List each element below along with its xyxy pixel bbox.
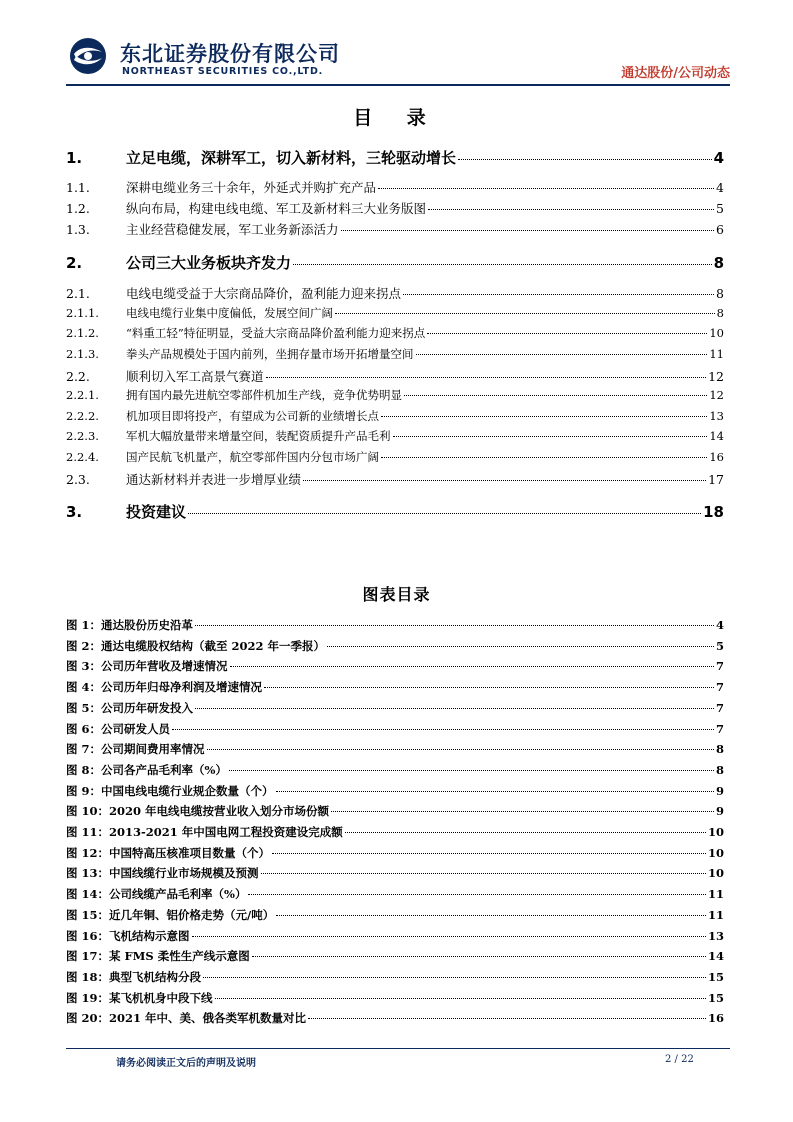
dot-leader — [276, 791, 714, 792]
company-name-cn: 东北证券股份有限公司 — [120, 42, 340, 66]
dot-leader — [381, 416, 707, 417]
toc-subsection[interactable] — [66, 470, 724, 488]
toc-subsubsection[interactable] — [66, 428, 724, 444]
entry-title: 纵向布局，构建电线电缆、军工及新材料三大业务版图 — [126, 201, 427, 216]
dot-leader — [195, 708, 714, 709]
entry-title: 机加项目即将投产，有望成为公司新的业绩增长点 — [126, 409, 379, 423]
figure-list-title: 图表目录 — [362, 585, 431, 604]
report-tag: 通达股份/公司动态 — [621, 66, 730, 81]
entry-title: 近几年铜、铝价格走势（元/吨） — [109, 907, 275, 922]
entry-title: 2020 年电线电缆按营业收入划分市场份额 — [109, 804, 330, 819]
footer-disclaimer: 请务必阅读正文后的声明及说明 — [116, 1058, 256, 1069]
entry-page: 16 — [707, 1011, 724, 1026]
entry-title: 主业经营稳健发展，军工业务新添活力 — [126, 222, 339, 237]
entry-page: 9 — [715, 804, 724, 819]
entry-page: 15 — [707, 990, 724, 1005]
dot-leader — [272, 853, 706, 854]
dot-leader — [428, 209, 714, 210]
entry-page: 6 — [716, 222, 724, 237]
entry-number: 图 15： — [66, 907, 110, 922]
entry-title: 拥有国内最先进航空零部件机加生产线，竞争优势明显 — [126, 388, 402, 402]
dot-leader — [207, 749, 714, 750]
figure-entry[interactable] — [66, 658, 724, 674]
entry-page: 13 — [709, 409, 724, 423]
dot-leader — [188, 513, 701, 514]
entry-page: 11 — [707, 907, 724, 922]
figure-entry[interactable] — [66, 990, 724, 1006]
entry-number: 2.1. — [66, 286, 90, 301]
entry-page: 12 — [709, 388, 724, 402]
entry-title: 公司各产品毛利率（%） — [101, 762, 227, 777]
figure-entry[interactable] — [66, 969, 724, 985]
figure-entry[interactable] — [66, 886, 724, 902]
dot-leader — [335, 313, 715, 314]
entry-number: 图 7： — [66, 742, 102, 757]
dot-leader — [427, 333, 707, 334]
entry-number: 图 6： — [66, 721, 102, 736]
dot-leader — [215, 998, 706, 999]
dot-leader — [203, 977, 706, 978]
dot-leader — [248, 894, 706, 895]
entry-number: 2.2.3. — [66, 429, 99, 443]
entry-page: 4 — [713, 149, 724, 167]
entry-title: 公司研发人员 — [101, 721, 171, 736]
entry-number: 2. — [66, 254, 83, 272]
entry-title: 国产民航飞机量产，航空零部件国内分包市场广阔 — [126, 450, 379, 464]
entry-page: 4 — [716, 180, 724, 195]
entry-number: 1.3. — [66, 222, 90, 237]
entry-title: 拳头产品规模处于国内前列，坐拥存量市场开拓增量空间 — [126, 347, 414, 361]
figure-entry[interactable] — [66, 948, 724, 964]
entry-title: 中国特高压核准项目数量（个） — [109, 845, 271, 860]
entry-number: 2.1.1. — [66, 306, 99, 320]
entry-title: 典型飞机结构分段 — [109, 969, 202, 984]
entry-number: 2.1.2. — [66, 326, 99, 340]
entry-page: 14 — [707, 949, 724, 964]
entry-number: 1.2. — [66, 201, 90, 216]
entry-title: 公司线缆产品毛利率（%） — [109, 887, 247, 902]
entry-title: 飞机结构示意图 — [109, 928, 190, 943]
entry-number: 图 10： — [66, 804, 110, 819]
entry-number: 图 18： — [66, 969, 110, 984]
entry-title: 电线电缆受益于大宗商品降价，盈利能力迎来拐点 — [126, 286, 402, 301]
dot-leader — [276, 915, 706, 916]
entry-title: 公司三大业务板块齐发力 — [126, 254, 292, 272]
dot-leader — [345, 832, 706, 833]
dot-leader — [416, 354, 708, 355]
entry-number: 图 16： — [66, 928, 110, 943]
entry-page: 9 — [715, 783, 724, 798]
entry-page: 8 — [715, 762, 724, 777]
figure-entry[interactable] — [66, 741, 724, 757]
entry-page: 13 — [707, 928, 724, 943]
figure-entry[interactable] — [66, 679, 724, 695]
entry-title: 某飞机机身中段下线 — [109, 990, 213, 1005]
entry-page: 10 — [709, 326, 724, 340]
entry-title: 公司历年归母净利润及增速情况 — [101, 680, 263, 695]
toc-subsection[interactable] — [66, 284, 724, 302]
toc-title: 目 录 — [353, 107, 440, 129]
entry-title: “料重工轻”特征明显，受益大宗商品降价盈利能力迎来拐点 — [126, 326, 426, 340]
dot-leader — [266, 377, 707, 378]
dot-leader — [393, 436, 708, 437]
toc-subsubsection[interactable] — [66, 346, 724, 362]
dot-leader — [458, 159, 712, 160]
entry-number: 图 12： — [66, 845, 110, 860]
entry-number: 2.2.1. — [66, 388, 99, 402]
toc-subsubsection[interactable] — [66, 449, 724, 465]
figure-entry[interactable] — [66, 845, 724, 861]
entry-title: 投资建议 — [126, 503, 187, 521]
entry-number: 1. — [66, 149, 83, 167]
entry-page: 4 — [715, 618, 724, 632]
entry-title: 公司期间费用率情况 — [101, 742, 205, 757]
toc-subsubsection[interactable] — [66, 408, 724, 424]
entry-number: 2.1.3. — [66, 347, 99, 361]
entry-number: 图 8： — [66, 762, 102, 777]
entry-number: 图 4： — [66, 680, 102, 695]
dot-leader — [252, 956, 706, 957]
entry-page: 11 — [709, 347, 724, 361]
figure-entry[interactable] — [66, 762, 724, 778]
entry-title: 通达新材料并表进一步增厚业绩 — [126, 472, 302, 487]
figure-entry[interactable] — [66, 907, 724, 923]
entry-page: 15 — [707, 969, 724, 984]
dot-leader — [303, 480, 706, 481]
entry-title: 通达股份历史沿革 — [101, 618, 194, 632]
entry-number: 图 14： — [66, 887, 110, 902]
entry-title: 公司历年研发投入 — [101, 700, 194, 715]
dot-leader — [195, 625, 714, 626]
entry-page: 10 — [707, 825, 724, 839]
entry-number: 图 20： — [66, 1011, 110, 1026]
dot-leader — [261, 873, 706, 874]
figure-entry[interactable] — [66, 617, 724, 633]
dot-leader — [229, 770, 714, 771]
entry-title: 通达电缆股权结构（截至 2022 年一季报） — [101, 638, 326, 653]
entry-title: 某 FMS 柔性生产线示意图 — [109, 949, 250, 964]
entry-number: 2.2. — [66, 369, 90, 384]
entry-number: 图 1： — [66, 618, 102, 632]
toc-subsection[interactable] — [66, 367, 724, 385]
entry-number: 图 19： — [66, 990, 110, 1005]
entry-number: 图 17： — [66, 949, 110, 964]
entry-page: 7 — [715, 680, 724, 695]
entry-number: 图 2： — [66, 638, 102, 653]
entry-title: 电线电缆行业集中度偏低，发展空间广阔 — [126, 306, 333, 320]
entry-number: 1.1. — [66, 180, 90, 195]
entry-title: 2021 年中、美、俄各类军机数量对比 — [109, 1011, 307, 1026]
toc-subsection[interactable] — [66, 178, 724, 196]
dot-leader — [230, 666, 714, 667]
figure-entry[interactable] — [66, 865, 724, 881]
entry-page: 5 — [716, 201, 724, 216]
entry-page: 8 — [713, 254, 724, 272]
entry-page: 14 — [709, 429, 724, 443]
toc-section[interactable] — [66, 501, 724, 522]
figure-entry[interactable] — [66, 783, 724, 799]
footer-divider — [66, 1048, 730, 1049]
toc-section[interactable] — [66, 147, 724, 168]
toc-subsubsection[interactable] — [66, 387, 724, 403]
dot-leader — [172, 729, 714, 730]
figure-entry[interactable] — [66, 721, 724, 737]
dot-leader — [192, 936, 706, 937]
figure-entry[interactable] — [66, 700, 724, 716]
entry-page: 5 — [715, 638, 724, 653]
figure-entry[interactable] — [66, 928, 724, 944]
entry-page: 10 — [707, 845, 724, 860]
toc-section[interactable] — [66, 252, 724, 273]
entry-page: 17 — [708, 472, 724, 487]
entry-number: 图 3： — [66, 659, 102, 674]
dot-leader — [264, 687, 714, 688]
entry-page: 7 — [715, 659, 724, 674]
dot-leader — [404, 395, 707, 396]
entry-title: 中国线缆行业市场规模及预测 — [109, 866, 259, 881]
company-name-en: NORTHEAST SECURITIES CO.,LTD. — [122, 66, 324, 77]
figure-entry[interactable] — [66, 803, 724, 819]
entry-title: 公司历年营收及增速情况 — [101, 659, 228, 674]
entry-page: 11 — [707, 887, 724, 902]
dot-leader — [327, 646, 714, 647]
entry-page: 10 — [707, 866, 724, 881]
page-header — [66, 32, 730, 82]
entry-page: 7 — [715, 721, 724, 736]
dot-leader — [293, 264, 712, 265]
dot-leader — [308, 1018, 706, 1019]
dot-leader — [341, 230, 715, 231]
entry-page: 12 — [708, 369, 724, 384]
entry-title: 立足电缆，深耕军工，切入新材料，三轮驱动增长 — [126, 149, 457, 167]
dot-leader — [331, 811, 714, 812]
entry-number: 3. — [66, 503, 83, 521]
entry-number: 2.3. — [66, 472, 90, 487]
figure-entry[interactable] — [66, 824, 724, 840]
entry-page: 8 — [716, 306, 724, 320]
entry-title: 顺利切入军工高景气赛道 — [126, 369, 264, 384]
entry-number: 2.2.4. — [66, 450, 99, 464]
toc-subsection[interactable] — [66, 220, 724, 238]
entry-number: 图 9： — [66, 783, 102, 798]
toc-subsection[interactable] — [66, 199, 724, 217]
entry-page: 8 — [715, 742, 724, 757]
toc-subsubsection[interactable] — [66, 305, 724, 321]
entry-title: 军机大幅放量带来增量空间，装配资质提升产品毛利 — [126, 429, 391, 443]
entry-page: 7 — [715, 700, 724, 715]
toc-subsubsection[interactable] — [66, 325, 724, 341]
dot-leader — [381, 457, 707, 458]
company-logo-icon — [68, 36, 108, 76]
entry-title: 中国电线电缆行业规企数量（个） — [101, 783, 274, 798]
entry-title: 深耕电缆业务三十余年，外延式并购扩充产品 — [126, 180, 377, 195]
page-number: 2 / 22 — [665, 1054, 694, 1065]
entry-number: 图 11： — [66, 825, 110, 839]
figure-entry[interactable] — [66, 1010, 724, 1026]
dot-leader — [378, 188, 714, 189]
entry-title: 2013-2021 年中国电网工程投资建设完成额 — [109, 825, 343, 839]
entry-number: 图 5： — [66, 700, 102, 715]
figure-entry[interactable] — [66, 638, 724, 654]
entry-page: 16 — [709, 450, 724, 464]
header-divider — [66, 84, 730, 86]
dot-leader — [403, 294, 714, 295]
entry-number: 2.2.2. — [66, 409, 99, 423]
entry-page: 18 — [703, 503, 724, 521]
entry-number: 图 13： — [66, 866, 110, 881]
entry-page: 8 — [716, 286, 724, 301]
